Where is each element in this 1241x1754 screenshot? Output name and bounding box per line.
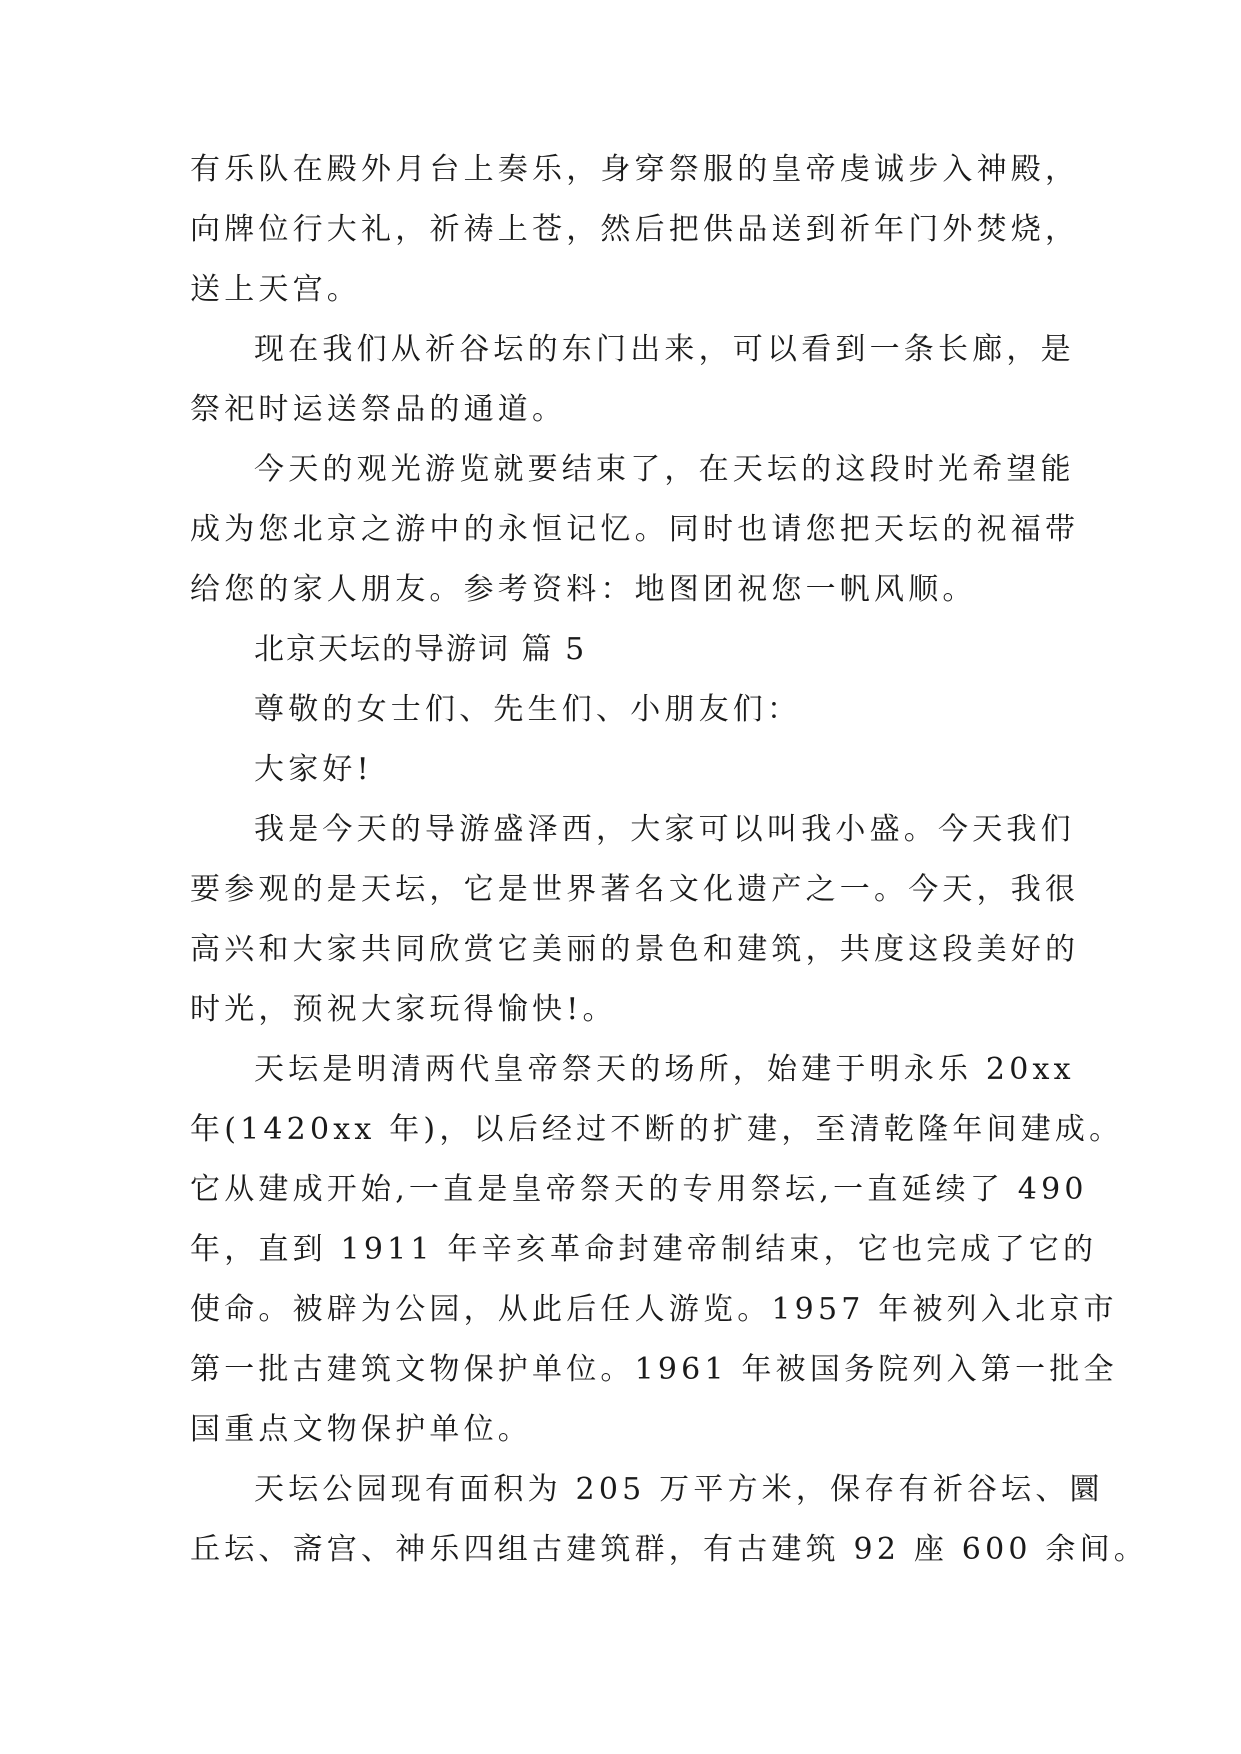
- text-line: 它从建成开始,一直是皇帝祭天的专用祭坛,一直延续了 490: [190, 1172, 1088, 1207]
- text-line: 天坛是明清两代皇帝祭天的场所，始建于明永乐 20xx: [254, 1052, 1075, 1087]
- text-line: 国重点文物保护单位。: [190, 1412, 532, 1447]
- text-line: 年(1420xx 年)，以后经过不断的扩建，至清乾隆年间建成。: [190, 1112, 1124, 1147]
- section-heading: 北京天坛的导游词 篇 5: [254, 632, 587, 667]
- text-line: 向牌位行大礼，祈祷上苍，然后把供品送到祈年门外焚烧，: [190, 212, 1080, 247]
- text-line: 高兴和大家共同欣赏它美丽的景色和建筑，共度这段美好的: [190, 932, 1080, 967]
- text-line: 天坛公园现有面积为 205 万平方米，保存有祈谷坛、圜: [254, 1472, 1104, 1507]
- text-line: 送上天宫。: [190, 272, 361, 307]
- text-line: 使命。被辟为公园，从此后任人游览。1957 年被列入北京市: [190, 1292, 1118, 1327]
- text-line: 给您的家人朋友。参考资料：地图团祝您一帆风顺。: [190, 572, 977, 607]
- text-line: 尊敬的女士们、先生们、小朋友们：: [254, 692, 802, 727]
- text-line: 祭祀时运送祭品的通道。: [190, 392, 567, 427]
- text-line: 第一批古建筑文物保护单位。1961 年被国务院列入第一批全: [190, 1352, 1118, 1387]
- text-line: 丘坛、斋宫、神乐四组古建筑群，有古建筑 92 座 600 余间。: [190, 1532, 1148, 1567]
- text-line: 现在我们从祈谷坛的东门出来，可以看到一条长廊，是: [254, 332, 1075, 367]
- text-line: 我是今天的导游盛泽西，大家可以叫我小盛。今天我们: [254, 812, 1075, 847]
- text-line: 要参观的是天坛，它是世界著名文化遗产之一。今天，我很: [190, 872, 1080, 907]
- text-line: 时光，预祝大家玩得愉快!。: [190, 992, 617, 1027]
- text-line: 今天的观光游览就要结束了，在天坛的这段时光希望能: [254, 452, 1075, 487]
- text-line: 有乐队在殿外月台上奏乐，身穿祭服的皇帝虔诚步入神殿，: [190, 152, 1080, 187]
- text-line: 成为您北京之游中的永恒记忆。同时也请您把天坛的祝福带: [190, 512, 1080, 547]
- text-line: 年，直到 1911 年辛亥革命封建帝制结束，它也完成了它的: [190, 1232, 1098, 1267]
- document-page: [190, 140, 1148, 1580]
- text-line: 大家好!: [254, 752, 373, 787]
